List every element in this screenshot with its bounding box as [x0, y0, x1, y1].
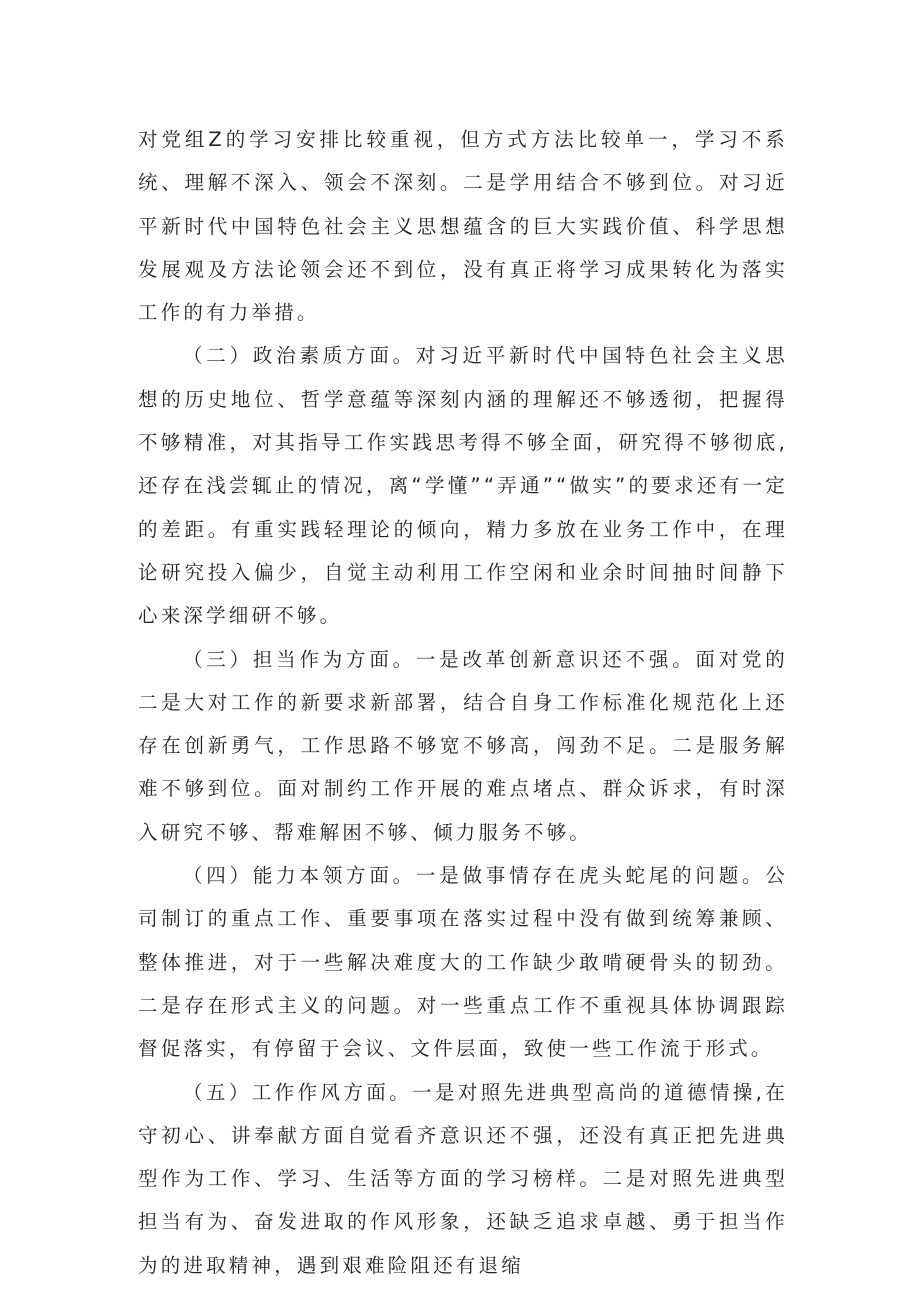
paragraph-study-continuation: 对党组Z的学习安排比较重视，但方式方法比较单一，学习不系统、理解不深入、领会不深刻。二是学用结合不够到位。对习近平新时代中国特色社会主义思想蕴含的巨大实践价值、科学思想发展观及方法论领会还不到位，没有真正将学习成果转化为落实工作的有力举措。 [138, 128, 788, 325]
paragraph-responsibility: （三）担当作为方面。一是改革创新意识还不强。面对党的二是大对工作的新要求新部署，结合自身工作标准化规范化上还存在创新勇气，工作思路不够宽不够高，闯劲不足。二是服务解难不够到位。面对制约工作开展的难点堵点、群众诉求，有时深入研究不够、帮难解困不够、倾力服务不够。 [138, 647, 788, 844]
paragraph-political-quality: （二）政治素质方面。对习近平新时代中国特色社会主义思想的历史地位、哲学意蕴等深刻内涵的理解还不够透彻，把握得不够精准，对其指导工作实践思考得不够全面，研究得不够彻底,还存在浅尝辄止的情况，离“学懂”“弄通”“做实”的要求还有一定的差距。有重实践轻理论的倾向，精力多放在业务工作中，在理论研究投入偏少，自觉主动利用工作空闲和业余时间抽时间静下心来深学细研不够。 [138, 344, 788, 628]
document-body [138, 118, 788, 1287]
paragraph-ability: （四）能力本领方面。一是做事情存在虎头蛇尾的问题。公司制订的重点工作、重要事项在落实过程中没有做到统筹兼顾、整体推进，对于一些解决难度大的工作缺少敢啃硬骨头的韧劲。二是存在形式主义的问题。对一些重点工作不重视具体协调跟踪督促落实，有停留于会议、文件层面，致使一些工作流于形式。 [138, 864, 788, 1061]
paragraph-work-style: （五）工作作风方面。一是对照先进典型高尚的道德情操,在守初心、讲奉献方面自觉看齐意识还不强，还没有真正把先进典型作为工作、学习、生活等方面的学习榜样。二是对照先进典型担当有为、奋发进取的作风形象，还缺乏追求卓越、勇于担当作为的进取精神，遇到艰难险阻还有退缩 [138, 1080, 788, 1277]
